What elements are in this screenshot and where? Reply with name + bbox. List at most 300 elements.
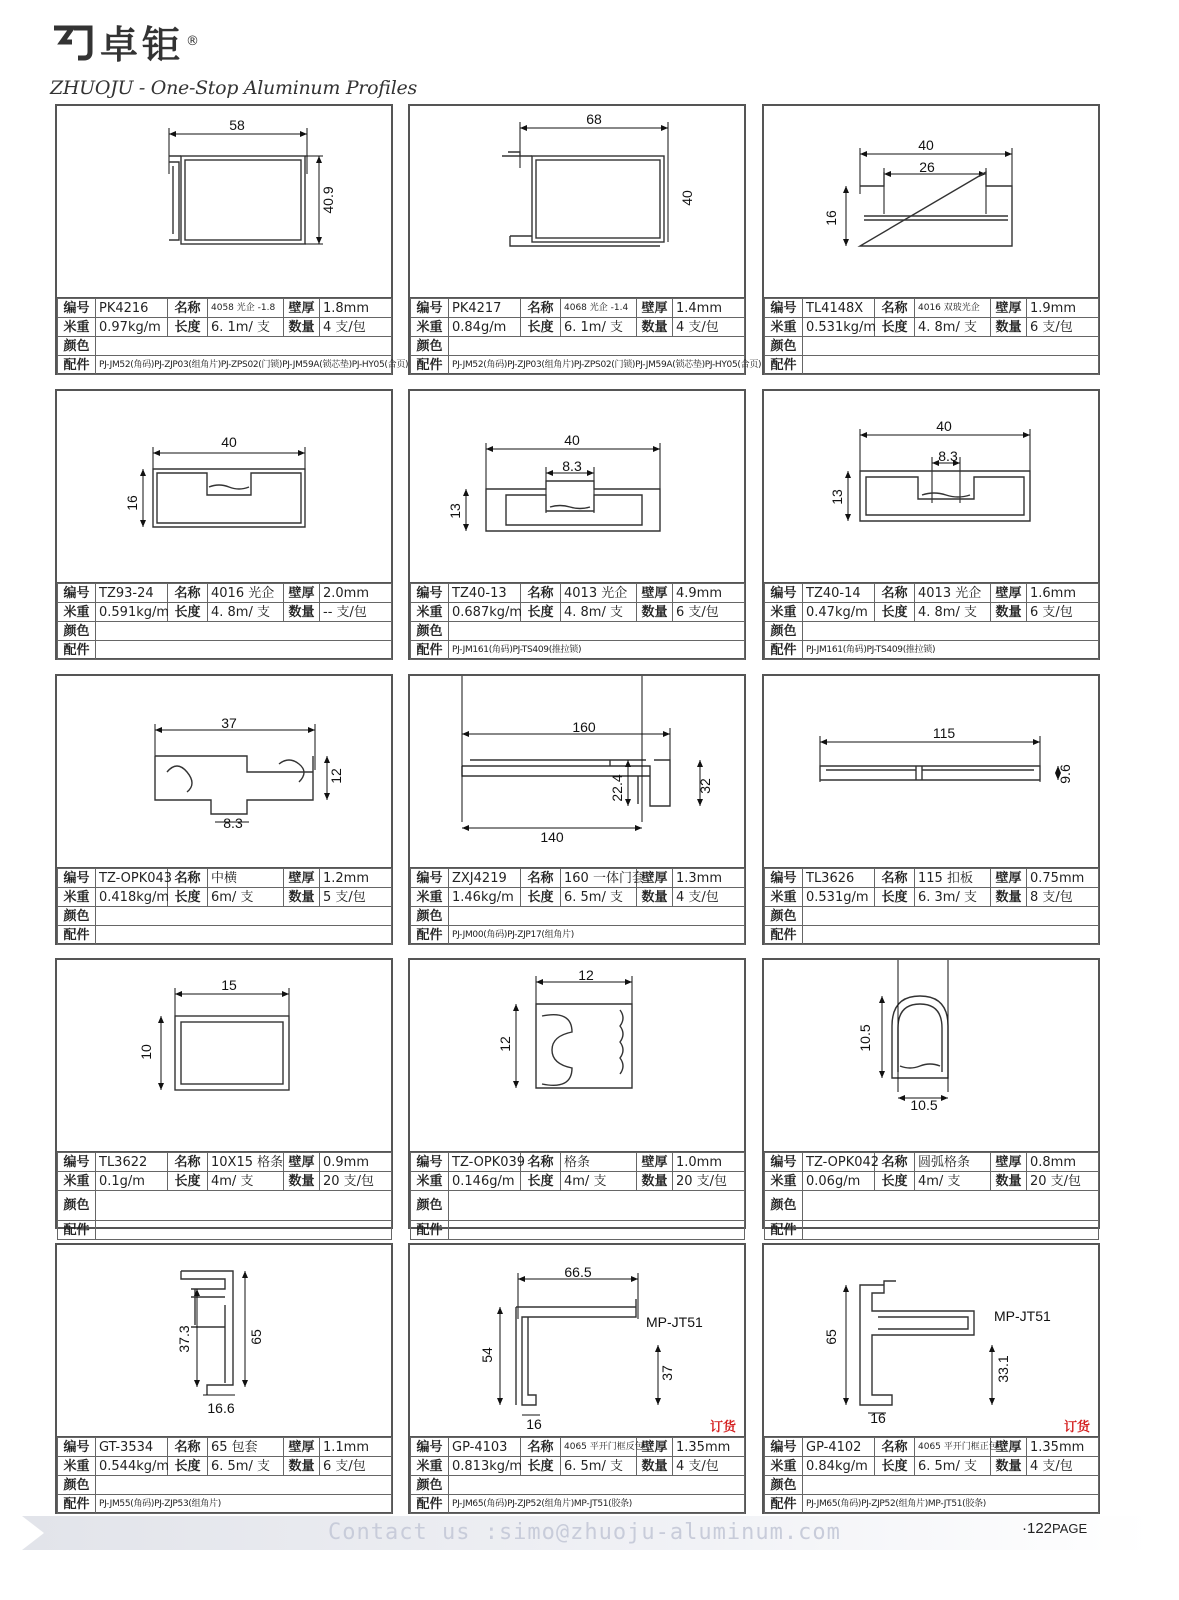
dimension-label: 40 bbox=[679, 190, 695, 206]
profile-code: TZ-OPK039 bbox=[449, 1153, 521, 1172]
weight-per-meter: 1.46kg/m bbox=[449, 888, 521, 907]
profile-drawing bbox=[57, 1245, 391, 1437]
label-length: 长度 bbox=[875, 318, 915, 337]
label-qty: 数量 bbox=[637, 888, 673, 907]
brand-logo-icon bbox=[50, 22, 94, 62]
profile-name: 4016 双玻光企 bbox=[915, 299, 991, 318]
label-name: 名称 bbox=[168, 1153, 208, 1172]
profile-card bbox=[55, 674, 393, 945]
bar-length: 4m/ 支 bbox=[561, 1172, 637, 1191]
label-length: 长度 bbox=[168, 1172, 208, 1191]
profile-code: GP-4102 bbox=[803, 1438, 875, 1457]
dimension-label: 26 bbox=[919, 159, 935, 175]
bar-length: 6. 5m/ 支 bbox=[561, 888, 637, 907]
weight-per-meter: 0.97kg/m bbox=[96, 318, 168, 337]
label-qty: 数量 bbox=[284, 888, 320, 907]
dimension-label: 15 bbox=[221, 977, 237, 993]
wall-thickness: 0.9mm bbox=[320, 1153, 392, 1172]
pack-qty: 20 支/包 bbox=[320, 1172, 392, 1191]
label-name: 名称 bbox=[875, 299, 915, 318]
color-value bbox=[96, 622, 392, 641]
label-wall: 壁厚 bbox=[991, 584, 1027, 603]
wall-thickness: 4.9mm bbox=[673, 584, 745, 603]
label-color: 颜色 bbox=[58, 1191, 96, 1221]
color-value bbox=[803, 1191, 1099, 1221]
label-code: 编号 bbox=[411, 1153, 449, 1172]
label-weight: 米重 bbox=[58, 1172, 96, 1191]
label-weight: 米重 bbox=[411, 318, 449, 337]
spec-table bbox=[57, 298, 409, 375]
profile-drawing bbox=[410, 106, 744, 298]
profile-name: 中横 bbox=[208, 869, 284, 888]
wall-thickness: 1.2mm bbox=[320, 869, 392, 888]
label-code: 编号 bbox=[765, 1153, 803, 1172]
label-weight: 米重 bbox=[411, 1457, 449, 1476]
label-length: 长度 bbox=[168, 1457, 208, 1476]
profile-drawing bbox=[410, 1245, 744, 1437]
label-length: 长度 bbox=[168, 603, 208, 622]
weight-per-meter: 0.813kg/m bbox=[449, 1457, 521, 1476]
label-code: 编号 bbox=[58, 584, 96, 603]
label-qty: 数量 bbox=[991, 888, 1027, 907]
spec-table bbox=[764, 298, 1099, 375]
label-qty: 数量 bbox=[991, 1172, 1027, 1191]
color-value bbox=[96, 1191, 392, 1221]
dimension-label: 40 bbox=[918, 137, 934, 153]
dimension-label: 115 bbox=[932, 725, 956, 741]
label-code: 编号 bbox=[765, 299, 803, 318]
dimension-label: 16.6 bbox=[207, 1400, 235, 1416]
spec-table bbox=[764, 868, 1099, 945]
bar-length: 6. 3m/ 支 bbox=[915, 888, 991, 907]
label-length: 长度 bbox=[168, 888, 208, 907]
label-wall: 壁厚 bbox=[991, 869, 1027, 888]
dimension-label: 16 bbox=[870, 1410, 886, 1426]
label-qty: 数量 bbox=[637, 318, 673, 337]
bar-length: 6. 5m/ 支 bbox=[915, 1457, 991, 1476]
accessories-value: PJ-JM65(角码)PJ-ZJP52(组角片)MP-JT51(胶条) bbox=[449, 1495, 745, 1514]
profile-drawing bbox=[57, 391, 391, 583]
bar-length: 6. 5m/ 支 bbox=[208, 1457, 284, 1476]
color-value bbox=[449, 622, 745, 641]
profile-card bbox=[55, 104, 409, 375]
dimension-label: 10.5 bbox=[910, 1097, 938, 1113]
dimension-label: 10.5 bbox=[857, 1024, 873, 1052]
profile-name: 4016 光企 bbox=[208, 584, 284, 603]
weight-per-meter: 0.146g/m bbox=[449, 1172, 521, 1191]
label-code: 编号 bbox=[58, 1153, 96, 1172]
dimension-label: 9.6 bbox=[1057, 764, 1073, 784]
dimension-label: 16 bbox=[124, 495, 140, 511]
label-length: 长度 bbox=[521, 888, 561, 907]
profile-name: 160 一体门套 bbox=[561, 869, 637, 888]
weight-per-meter: 0.591kg/m bbox=[96, 603, 168, 622]
label-length: 长度 bbox=[168, 318, 208, 337]
label-accessories: 配件 bbox=[411, 926, 449, 945]
profile-section-diagram bbox=[57, 676, 391, 868]
color-value bbox=[449, 1191, 745, 1221]
wall-thickness: 1.0mm bbox=[673, 1153, 745, 1172]
label-code: 编号 bbox=[58, 299, 96, 318]
profile-card bbox=[408, 674, 746, 945]
profile-name: 4065 平开门框反包 bbox=[561, 1438, 637, 1457]
accessories-value bbox=[803, 356, 1099, 375]
profile-name: 4058 光企 -1.8 bbox=[208, 299, 284, 318]
pack-qty: 5 支/包 bbox=[320, 888, 392, 907]
weight-per-meter: 0.531kg/m bbox=[803, 318, 875, 337]
spec-table bbox=[57, 1437, 392, 1514]
profile-card bbox=[762, 389, 1100, 660]
profile-drawing bbox=[764, 960, 1098, 1152]
spec-table bbox=[764, 1152, 1099, 1240]
pack-qty: 20 支/包 bbox=[1027, 1172, 1099, 1191]
profile-name: 115 扣板 bbox=[915, 869, 991, 888]
dimension-label: 8.3 bbox=[938, 448, 958, 464]
weight-per-meter: 0.84g/m bbox=[449, 318, 521, 337]
color-value bbox=[449, 1476, 745, 1495]
label-length: 长度 bbox=[521, 318, 561, 337]
label-name: 名称 bbox=[875, 1153, 915, 1172]
label-name: 名称 bbox=[168, 869, 208, 888]
color-value bbox=[449, 907, 745, 926]
profile-section-diagram bbox=[764, 960, 1098, 1152]
dimension-label: 58 bbox=[229, 117, 245, 133]
label-color: 颜色 bbox=[765, 1476, 803, 1495]
label-weight: 米重 bbox=[765, 318, 803, 337]
pack-qty: 4 支/包 bbox=[1027, 1457, 1099, 1476]
accessories-value: PJ-JM65(角码)PJ-ZJP52(组角片)MP-JT51(胶条) bbox=[803, 1495, 1099, 1514]
accessories-value: PJ-JM55(角码)PJ-ZJP53(组角片) bbox=[96, 1495, 392, 1514]
wall-thickness: 1.35mm bbox=[673, 1438, 745, 1457]
weight-per-meter: 0.544kg/m bbox=[96, 1457, 168, 1476]
label-wall: 壁厚 bbox=[991, 1438, 1027, 1457]
wall-thickness: 1.4mm bbox=[673, 299, 745, 318]
order-mark: 订货 bbox=[710, 1420, 737, 1435]
label-weight: 米重 bbox=[765, 1172, 803, 1191]
accessories-value bbox=[96, 1221, 392, 1240]
pack-qty: 4 支/包 bbox=[673, 888, 745, 907]
label-name: 名称 bbox=[521, 1438, 561, 1457]
profile-card bbox=[55, 958, 393, 1238]
wall-thickness: 1.6mm bbox=[1027, 584, 1099, 603]
dimension-label: 37 bbox=[221, 715, 237, 731]
label-color: 颜色 bbox=[58, 622, 96, 641]
profile-drawing bbox=[764, 106, 1098, 298]
label-weight: 米重 bbox=[58, 603, 96, 622]
dimension-label: 65 bbox=[823, 1329, 839, 1345]
label-name: 名称 bbox=[875, 1438, 915, 1457]
label-accessories: 配件 bbox=[411, 641, 449, 660]
label-weight: 米重 bbox=[411, 888, 449, 907]
label-accessories: 配件 bbox=[58, 1495, 96, 1514]
dimension-label: 40 bbox=[936, 418, 952, 434]
accessories-value: PJ-JM52(角码)PJ-ZJP03(组角片)PJ-ZPS02(门锁)PJ-JM59A(锁芯垫)PJ-HY05(合页) bbox=[449, 356, 745, 375]
accessories-value: PJ-JM00(角码)PJ-ZJP17(组角片) bbox=[449, 926, 745, 945]
bar-length: 4. 8m/ 支 bbox=[561, 603, 637, 622]
dimension-label: 12 bbox=[497, 1036, 513, 1052]
pack-qty: 6 支/包 bbox=[673, 603, 745, 622]
dimension-label: 10 bbox=[138, 1044, 154, 1060]
dimension-label: 65 bbox=[248, 1329, 264, 1345]
label-wall: 壁厚 bbox=[637, 299, 673, 318]
brand-name: 卓钜 bbox=[100, 23, 185, 67]
weight-per-meter: 0.06g/m bbox=[803, 1172, 875, 1191]
accessories-value bbox=[803, 1221, 1099, 1240]
color-value bbox=[803, 1476, 1099, 1495]
profile-section-diagram bbox=[410, 676, 744, 868]
pack-qty: 6 支/包 bbox=[1027, 318, 1099, 337]
label-code: 编号 bbox=[58, 869, 96, 888]
color-value bbox=[449, 337, 745, 356]
color-value bbox=[96, 337, 392, 356]
dimension-label: 12 bbox=[328, 768, 344, 784]
label-name: 名称 bbox=[521, 1153, 561, 1172]
label-wall: 壁厚 bbox=[637, 1153, 673, 1172]
gasket-note: MP-JT51 bbox=[646, 1314, 703, 1330]
profile-card bbox=[408, 104, 762, 375]
profile-drawing bbox=[57, 960, 391, 1152]
profile-card bbox=[408, 958, 746, 1238]
bar-length: 4m/ 支 bbox=[208, 1172, 284, 1191]
accessories-value bbox=[96, 926, 392, 945]
label-color: 颜色 bbox=[58, 1476, 96, 1495]
profile-section-diagram bbox=[764, 106, 1098, 298]
profile-card bbox=[762, 1243, 1100, 1514]
pack-qty: 20 支/包 bbox=[673, 1172, 745, 1191]
spec-table bbox=[410, 1437, 745, 1514]
weight-per-meter: 0.1g/m bbox=[96, 1172, 168, 1191]
spec-table bbox=[764, 583, 1099, 660]
label-color: 颜色 bbox=[58, 907, 96, 926]
profile-section-diagram bbox=[57, 106, 391, 298]
label-length: 长度 bbox=[875, 888, 915, 907]
dimension-label: 13 bbox=[829, 489, 845, 505]
label-qty: 数量 bbox=[991, 1457, 1027, 1476]
label-accessories: 配件 bbox=[765, 1221, 803, 1240]
label-qty: 数量 bbox=[637, 1172, 673, 1191]
bar-length: 4. 8m/ 支 bbox=[915, 603, 991, 622]
label-wall: 壁厚 bbox=[284, 584, 320, 603]
accessories-value bbox=[803, 926, 1099, 945]
profile-name: 4068 光企 -1.4 bbox=[561, 299, 637, 318]
wall-thickness: 1.9mm bbox=[1027, 299, 1099, 318]
profile-code: PK4216 bbox=[96, 299, 168, 318]
profile-code: TL3626 bbox=[803, 869, 875, 888]
page-label: PAGE bbox=[1052, 1521, 1088, 1536]
bar-length: 6. 5m/ 支 bbox=[561, 1457, 637, 1476]
dimension-label: 16 bbox=[823, 210, 839, 226]
color-value bbox=[96, 1476, 392, 1495]
label-name: 名称 bbox=[168, 1438, 208, 1457]
label-name: 名称 bbox=[168, 584, 208, 603]
profile-code: TL4148X bbox=[803, 299, 875, 318]
label-color: 颜色 bbox=[58, 337, 96, 356]
label-wall: 壁厚 bbox=[637, 869, 673, 888]
profile-drawing bbox=[764, 391, 1098, 583]
dimension-label: 40 bbox=[564, 432, 580, 448]
dimension-label: 37.3 bbox=[176, 1325, 192, 1353]
label-color: 颜色 bbox=[411, 622, 449, 641]
profile-name: 65 包套 bbox=[208, 1438, 284, 1457]
profile-code: TZ93-24 bbox=[96, 584, 168, 603]
label-length: 长度 bbox=[875, 603, 915, 622]
label-accessories: 配件 bbox=[765, 356, 803, 375]
dimension-label: 13 bbox=[447, 503, 463, 519]
wall-thickness: 0.8mm bbox=[1027, 1153, 1099, 1172]
wall-thickness: 0.75mm bbox=[1027, 869, 1099, 888]
profile-name: 10X15 格条 bbox=[208, 1153, 284, 1172]
label-accessories: 配件 bbox=[58, 641, 96, 660]
profile-drawing bbox=[764, 1245, 1098, 1437]
label-weight: 米重 bbox=[58, 1457, 96, 1476]
profile-section-diagram bbox=[410, 106, 744, 298]
label-qty: 数量 bbox=[991, 318, 1027, 337]
pack-qty: -- 支/包 bbox=[320, 603, 392, 622]
spec-table bbox=[57, 583, 392, 660]
profile-card bbox=[408, 389, 746, 660]
label-code: 编号 bbox=[765, 1438, 803, 1457]
label-name: 名称 bbox=[521, 299, 561, 318]
dimension-label: 140 bbox=[540, 829, 564, 845]
profile-drawing bbox=[410, 960, 744, 1152]
label-accessories: 配件 bbox=[765, 641, 803, 660]
profile-code: GP-4103 bbox=[449, 1438, 521, 1457]
label-color: 颜色 bbox=[411, 907, 449, 926]
label-qty: 数量 bbox=[284, 1457, 320, 1476]
pack-qty: 6 支/包 bbox=[320, 1457, 392, 1476]
profile-card bbox=[408, 1243, 746, 1514]
dimension-label: 16 bbox=[526, 1416, 542, 1432]
profile-section-diagram bbox=[57, 391, 391, 583]
spec-table bbox=[410, 298, 762, 375]
weight-per-meter: 0.687kg/m bbox=[449, 603, 521, 622]
label-weight: 米重 bbox=[765, 603, 803, 622]
spec-table bbox=[57, 868, 392, 945]
label-color: 颜色 bbox=[411, 1476, 449, 1495]
dimension-label: 68 bbox=[586, 111, 602, 127]
label-qty: 数量 bbox=[284, 603, 320, 622]
label-accessories: 配件 bbox=[411, 356, 449, 375]
profile-section-diagram bbox=[764, 1245, 1098, 1437]
label-wall: 壁厚 bbox=[637, 584, 673, 603]
label-code: 编号 bbox=[765, 584, 803, 603]
profile-drawing bbox=[764, 676, 1098, 868]
dimension-label: 33.1 bbox=[995, 1355, 1011, 1383]
color-value bbox=[803, 337, 1099, 356]
weight-per-meter: 0.418kg/m bbox=[96, 888, 168, 907]
dimension-label: 54 bbox=[479, 1347, 495, 1363]
profile-code: TL3622 bbox=[96, 1153, 168, 1172]
label-code: 编号 bbox=[411, 299, 449, 318]
label-accessories: 配件 bbox=[58, 356, 96, 375]
pack-qty: 6 支/包 bbox=[1027, 603, 1099, 622]
label-wall: 壁厚 bbox=[284, 1153, 320, 1172]
profile-drawing bbox=[57, 106, 391, 298]
label-color: 颜色 bbox=[411, 1191, 449, 1221]
label-wall: 壁厚 bbox=[991, 1153, 1027, 1172]
profile-code: GT-3534 bbox=[96, 1438, 168, 1457]
dimension-label: 160 bbox=[572, 719, 596, 735]
dimension-label: 66.5 bbox=[564, 1264, 592, 1280]
profile-drawing bbox=[57, 676, 391, 868]
label-accessories: 配件 bbox=[411, 1221, 449, 1240]
label-color: 颜色 bbox=[765, 337, 803, 356]
label-color: 颜色 bbox=[765, 622, 803, 641]
label-weight: 米重 bbox=[765, 888, 803, 907]
label-wall: 壁厚 bbox=[284, 1438, 320, 1457]
label-name: 名称 bbox=[168, 299, 208, 318]
label-length: 长度 bbox=[521, 603, 561, 622]
label-wall: 壁厚 bbox=[991, 299, 1027, 318]
profile-name: 格条 bbox=[561, 1153, 637, 1172]
accessories-value: PJ-JM161(角码)PJ-TS409(推拉锁) bbox=[449, 641, 745, 660]
page-number bbox=[1022, 1520, 1087, 1537]
label-name: 名称 bbox=[875, 584, 915, 603]
footer-contact: Contact us :simo@zhuoju-aluminum.com bbox=[328, 1520, 841, 1545]
page-number-value: ·122 bbox=[1022, 1520, 1053, 1537]
profile-section-diagram bbox=[410, 960, 744, 1152]
label-weight: 米重 bbox=[58, 318, 96, 337]
pack-qty: 8 支/包 bbox=[1027, 888, 1099, 907]
brand-header bbox=[50, 14, 450, 104]
label-qty: 数量 bbox=[991, 603, 1027, 622]
profile-card bbox=[762, 958, 1100, 1238]
profile-card bbox=[762, 104, 1100, 375]
label-name: 名称 bbox=[521, 869, 561, 888]
label-accessories: 配件 bbox=[765, 926, 803, 945]
pack-qty: 4 支/包 bbox=[673, 1457, 745, 1476]
profile-code: TZ-OPK043 bbox=[96, 869, 168, 888]
profile-section-diagram bbox=[764, 676, 1098, 868]
label-code: 编号 bbox=[411, 869, 449, 888]
profile-card bbox=[55, 1243, 393, 1514]
profile-name: 圆弧格条 bbox=[915, 1153, 991, 1172]
label-weight: 米重 bbox=[411, 1172, 449, 1191]
profile-section-diagram bbox=[57, 1245, 391, 1437]
accessories-value bbox=[96, 641, 392, 660]
bar-length: 4. 8m/ 支 bbox=[915, 318, 991, 337]
profile-code: PK4217 bbox=[449, 299, 521, 318]
dimension-label: 32 bbox=[697, 778, 713, 794]
pack-qty: 4 支/包 bbox=[673, 318, 745, 337]
profile-card bbox=[55, 389, 393, 660]
bar-length: 6. 1m/ 支 bbox=[561, 318, 637, 337]
dimension-label: 40 bbox=[221, 434, 237, 450]
label-code: 编号 bbox=[411, 1438, 449, 1457]
label-length: 长度 bbox=[875, 1172, 915, 1191]
label-qty: 数量 bbox=[284, 1172, 320, 1191]
label-wall: 壁厚 bbox=[284, 869, 320, 888]
bar-length: 4. 8m/ 支 bbox=[208, 603, 284, 622]
profile-drawing bbox=[410, 676, 744, 868]
brand-tagline: ZHUOJU - One-Stop Aluminum Profiles bbox=[50, 77, 417, 99]
profile-card bbox=[762, 674, 1100, 945]
label-code: 编号 bbox=[765, 869, 803, 888]
label-color: 颜色 bbox=[411, 337, 449, 356]
label-color: 颜色 bbox=[765, 907, 803, 926]
profile-code: TZ-OPK042 bbox=[803, 1153, 875, 1172]
spec-table bbox=[410, 583, 745, 660]
accessories-value: PJ-JM161(角码)PJ-TS409(推拉锁) bbox=[803, 641, 1099, 660]
wall-thickness: 2.0mm bbox=[320, 584, 392, 603]
spec-table bbox=[764, 1437, 1099, 1514]
wall-thickness: 1.3mm bbox=[673, 869, 745, 888]
label-accessories: 配件 bbox=[58, 926, 96, 945]
label-accessories: 配件 bbox=[765, 1495, 803, 1514]
weight-per-meter: 0.84kg/m bbox=[803, 1457, 875, 1476]
color-value bbox=[96, 907, 392, 926]
dimension-label: 37 bbox=[659, 1365, 675, 1381]
